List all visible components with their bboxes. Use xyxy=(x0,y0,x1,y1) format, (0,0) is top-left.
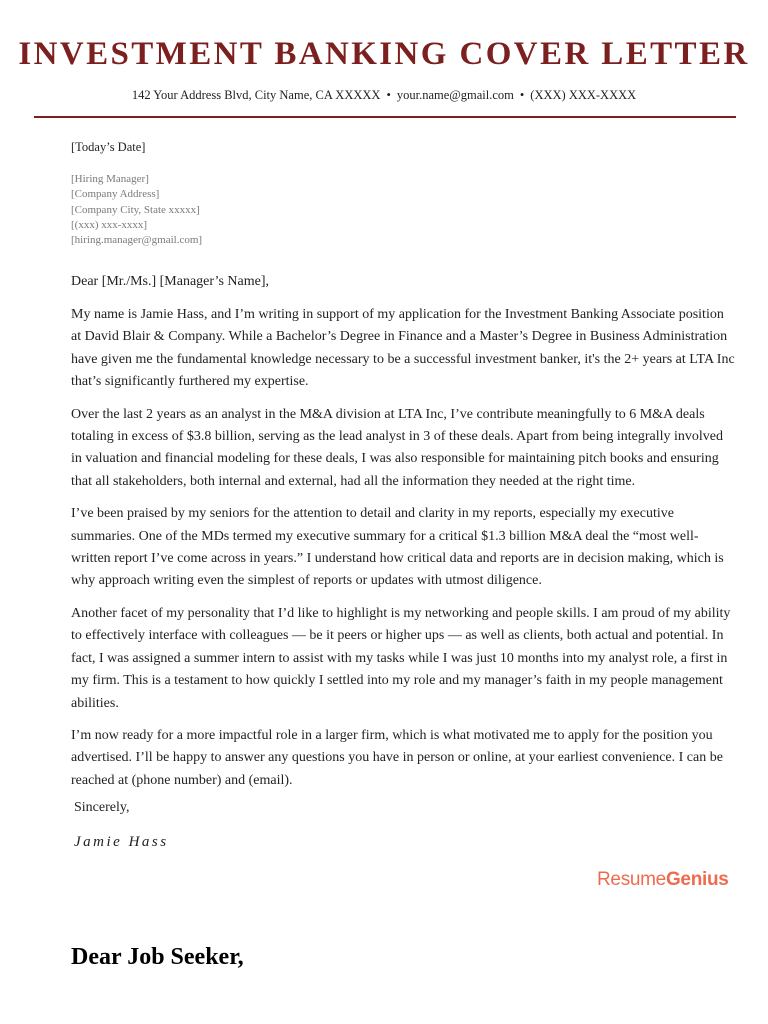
body-paragraph: Over the last 2 years as an analyst in the M&A division at LTA Inc, I’ve contribute meaningfully to 6 M&A deals totaling in excess of $3.8 billion, serving as the lead analyst in 3 of these deals. Apart from being integrally involved in valuation and financial modeling for these deals, I was also responsible for maintaining pitch books and ensuring that all stakeholders, both internal and external, had all the information they needed at the right time. xyxy=(71,406,724,489)
recipient-name: [Hiring Manager] xyxy=(71,173,149,185)
recipient-email: [hiring.manager@gmail.com] xyxy=(71,234,203,247)
letter-body xyxy=(71,304,736,802)
letter-date: [Today’s Date] xyxy=(71,140,146,154)
body-paragraph: I’ve been praised by my seniors for the attention to detail and clarity in my reports, especially my executive summaries. One of the MDs termed my executive summary for a critical $1.3 billion M&A deal the “most well-written report I’ve come across in years.” I understand how critical data and reports are in decision making, which is why approach writing even the simplest of reports or updates with utmost diligence. xyxy=(71,506,724,589)
letter-title: INVESTMENT BANKING COVER LETTER xyxy=(18,36,750,72)
footer-heading: Dear Job Seeker, xyxy=(71,944,244,970)
recipient-city-state: [Company City, State xxxxx] xyxy=(71,203,200,216)
recipient-address: [Company Address] xyxy=(71,188,160,201)
recipient-phone: [(xxx) xxx-xxxx] xyxy=(71,218,148,231)
header-divider xyxy=(34,116,736,118)
contact-phone: (XXX) XXX-XXXX xyxy=(530,88,637,102)
body-paragraph: Another facet of my personality that I’d like to highlight is my networking and people skills. I am proud of my ability to effectively interface with colleagues — be it peers or higher ups — as well as clients, both actual and potential. In fact, I was assigned a summer intern to assist with my tasks while I was just 10 months into my analyst role, a first in my firm. This is a testament to how quickly I settled into my role and my manager’s faith in my people management abilities. xyxy=(71,605,731,711)
contact-line xyxy=(0,88,768,103)
closing: Sincerely, xyxy=(74,800,130,815)
contact-separator: • xyxy=(519,88,525,102)
contact-email: your.name@gmail.com xyxy=(396,88,514,102)
contact-separator: • xyxy=(386,88,391,102)
resume-genius-logo xyxy=(597,869,729,891)
body-paragraph: I’m now ready for a more impactful role in a larger firm, which is what motivated me to apply for the position you advertised. I’ll be happy to answer any questions you have in person or online, at your earliest convenience. I can be reached at (phone number) and (email). xyxy=(71,727,723,788)
signature: Jamie Hass xyxy=(74,834,169,850)
body-paragraph: My name is Jamie Hass, and I’m writing in support of my application for the Investment Banking Associate position at David Blair & Company. While a Bachelor’s Degree in Finance and a Master’s Degree in Business Administration have given me the fundamental knowledge necessary to be a successful investment banker, it's the 2+ years at LTA Inc that’s significantly furthered my expertise. xyxy=(71,307,735,390)
salutation: Dear [Mr./Ms.] [Manager’s Name], xyxy=(71,274,270,289)
logo-text-resume: Resume xyxy=(597,869,666,890)
logo-text-genius: Genius xyxy=(665,869,729,890)
contact-address: 142 Your Address Blvd, City Name, CA XXXXX xyxy=(131,88,381,102)
recipient-block xyxy=(71,172,202,248)
